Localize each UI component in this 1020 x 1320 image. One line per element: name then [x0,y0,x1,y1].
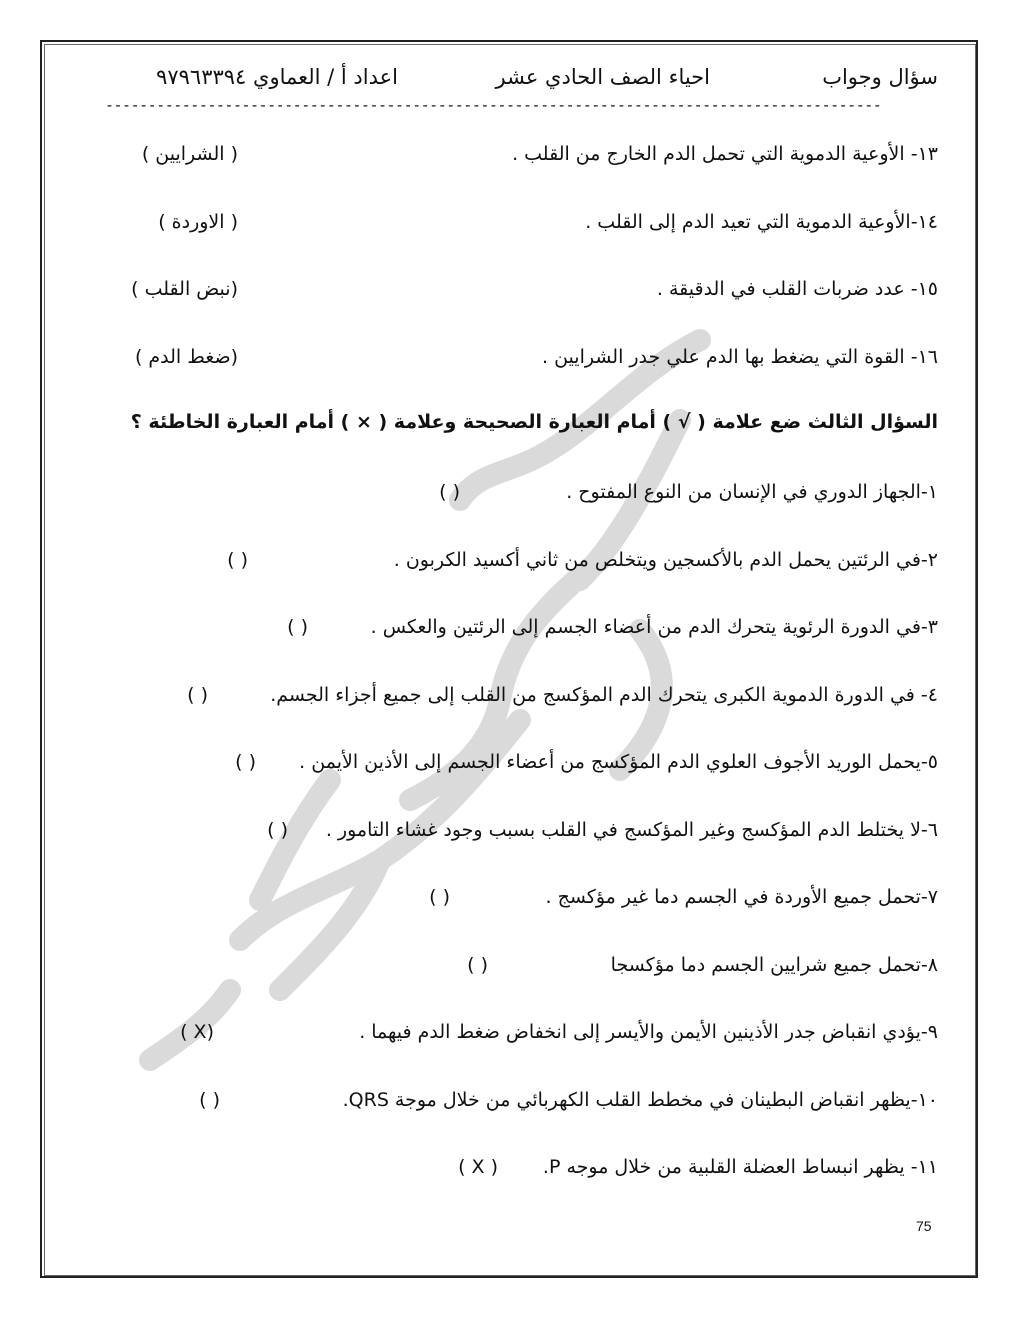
statement-text: ١-الجهاز الدوري في الإنسان من النوع المفتوح . [566,481,938,503]
header-title-right: اعداد أ / العماوي ٩٧٩٦٣٣٩٤ [156,65,398,89]
statement-text: ٤- في الدورة الدموية الكبرى يتحرك الدم المؤكسج من القلب إلى جميع أجزاء الجسم. [270,684,938,706]
definition-row [96,134,938,174]
definition-text: ١٦- القوة التي يضغط بها الدم علي جدر الشرايين . [542,346,938,368]
header-title-left: سؤال وجواب [822,65,938,89]
statement-answer: ( X ) [458,1156,498,1178]
definition-text: ١٤-الأوعية الدموية التي تعيد الدم إلى القلب . [585,211,938,233]
definition-text: ١٥- عدد ضربات القلب في الدقيقة . [656,278,938,300]
statement-row [96,1147,938,1187]
statement-row [96,877,938,917]
definition-row [96,337,938,377]
page-header [96,55,938,99]
statement-row [96,1080,938,1120]
definition-answer: (ضغط الدم ) [134,346,238,368]
statement-answer: ( ) [287,616,308,638]
statement-text: ١٠-يظهر انقباض البطينان في مخطط القلب الكهربائي من خلال موجة QRS. [342,1089,938,1111]
statement-text: ٦-لا يختلط الدم المؤكسج وغير المؤكسج في القلب بسبب وجود غشاء التامور . [325,819,938,841]
statement-text: ٣-في الدورة الرئوية يتحرك الدم من أعضاء الجسم إلى الرئتين والعكس . [370,616,938,638]
statement-answer: ( ) [439,481,460,503]
statement-row [96,472,938,512]
definition-answer: ( الشرايين ) [141,143,238,165]
statement-text: ٥-يحمل الوريد الأجوف العلوي الدم المؤكسج من أعضاء الجسم إلى الأذين الأيمن . [299,751,938,773]
statement-row [96,810,938,850]
statement-answer: ( ) [467,954,488,976]
statement-answer: ( ) [429,886,450,908]
statement-answer: (X ) [180,1021,214,1043]
statement-answer: ( ) [199,1089,220,1111]
statement-row [96,1012,938,1052]
statement-row [96,945,938,985]
definition-row [96,269,938,309]
definition-answer: (نبض القلب ) [131,278,238,300]
header-divider: ------------------------------------------------------------------------------------------- [105,98,882,114]
statement-row [96,607,938,647]
statement-text: ٢-في الرئتين يحمل الدم بالأكسجين ويتخلص من ثاني أكسيد الكربون . [393,549,938,571]
definition-answer: ( الاوردة ) [158,211,238,233]
statement-answer: ( ) [227,549,248,571]
statement-row [96,675,938,715]
statement-text: ١١- يظهر انبساط العضلة القلبية من خلال موجه P. [542,1156,938,1178]
statement-answer: ( ) [187,684,208,706]
statement-row [96,742,938,782]
header-title-center: احياء الصف الحادي عشر [495,65,710,89]
definition-text: ١٣- الأوعية الدموية التي تحمل الدم الخارج من القلب . [512,143,938,165]
page-number: 75 [916,1218,932,1234]
section3-heading: السؤال الثالث ضع علامة ( √ ) أمام العبارة الصحيحة وعلامة ( × ) أمام العبارة الخاطئة ؟ [130,411,938,433]
statement-text: ٩-يؤدي انقباض جدر الأذينين الأيمن والأيسر إلى انخفاض ضغط الدم فيهما . [359,1021,938,1043]
statement-answer: ( ) [267,819,288,841]
definition-row [96,202,938,242]
statement-answer: ( ) [235,751,256,773]
statement-row [96,540,938,580]
statement-text: ٧-تحمل جميع الأوردة في الجسم دما غير مؤكسج . [545,886,938,908]
statement-text: ٨-تحمل جميع شرايين الجسم دما مؤكسجا [610,954,938,976]
